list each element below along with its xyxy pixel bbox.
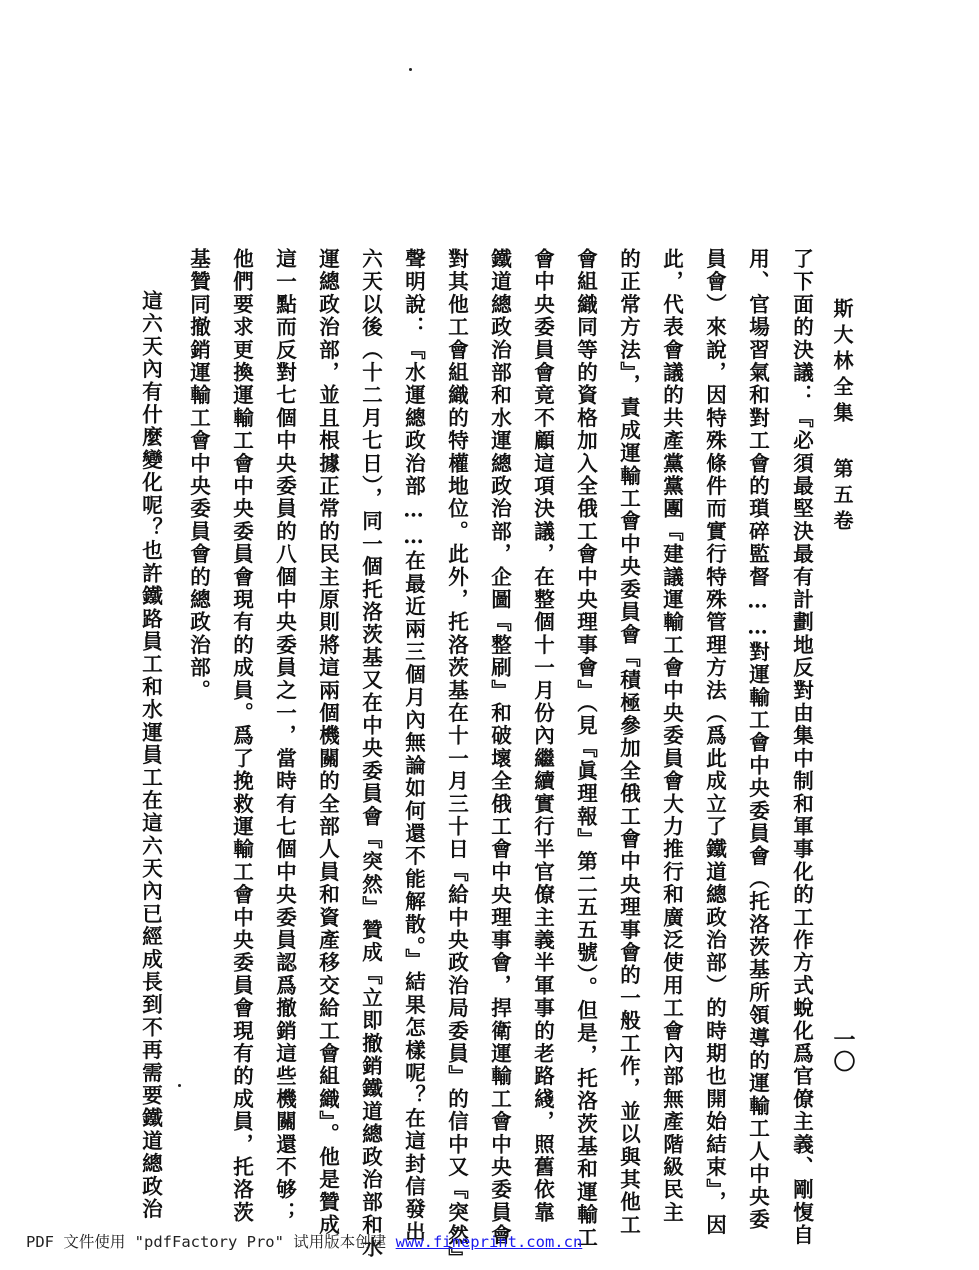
text-line-6: 會組織同等的資格加入全俄工會中央理事會』（見『眞理報』第二五五號）。但是，托洛茨基和運輸工 [573, 248, 598, 1249]
text-line-12: 運總政治部，並且根據正常的民主原則將這兩個機關的全部人員和資產移交給工會組織』。他是贊成 [315, 248, 340, 1237]
text-line-4: 此，代表會議的共產黨黨團『建議運輸工會中央委員會大力推行和廣泛使用工會內部無產階級民主 [659, 248, 684, 1225]
fineprint-link[interactable]: www.fineprint.com.cn [395, 1233, 583, 1251]
text-line-1: 了下面的決議：『必須最堅決最有計劃地反對由集中制和軍事化的工作方式蛻化爲官僚主義、剛愎自 [789, 248, 814, 1247]
scan-speck [178, 1084, 181, 1087]
scan-speck [409, 68, 412, 71]
text-line-13: 這一點而反對七個中央委員的八個中央委員之一，當時有七個中央委員認爲撤銷這些機關還不够； [272, 248, 297, 1225]
text-line-2: 用、官場習氣和對工會的瑣碎監督……對運輸工會中央委員會（托洛茨基所領導的運輸工人中央委 [745, 248, 770, 1232]
text-line-10: 聲明說：『水運總政治部……在最近兩三個月內無論如何還不能解散。』結果怎樣呢？在這封信發出 [401, 248, 426, 1244]
text-line-7: 會中央委員會竟不顧這項決議，在整個十一月份內繼續實行半官僚主義半軍事的老路綫，照舊依靠 [530, 248, 555, 1225]
page-number: 一〇 [830, 1028, 856, 1072]
text-line-8: 鐵道總政治部和水運總政治部，企圖『整刷』和破壞全俄工會中央理事會，捍衛運輸工會中央委員會 [487, 248, 512, 1247]
text-line-5: 的正常方法』，責成運輸工會中央委員會『積極參加全俄工會中央理事會的一般工作，並以與其他工 [616, 248, 641, 1237]
text-line-15: 基贊同撤銷運輸工會中央委員會的總政治部。 [186, 248, 211, 702]
text-line-3: 員會）來說，因特殊條件而實行特殊管理方法（爲此成立了鐵道總政治部）的時期也開始結束』，因 [702, 248, 727, 1237]
text-line-9: 對其他工會組織的特權地位。此外，托洛茨基在十一月三十日『給中央政治局委員』的信中又『突然』 [444, 248, 469, 1270]
pdf-footer [26, 1230, 582, 1252]
running-header-title: 斯大林全集 第五卷 [830, 298, 854, 536]
text-line-11: 六天以後（十二月七日），同一個托洛茨基又在中央委員會『突然』贊成『立即撤銷鐵道總政治部和水 [358, 248, 383, 1260]
text-line-14: 他們要求更換運輸工會中央委員會現有的成員。爲了挽救運輸工會中央委員會現有的成員，托洛茨 [229, 248, 254, 1225]
text-line-16: 這六天內有什麼變化呢？也許鐵路員工和水運員工在這六天內已經成長到不再需要鐵道總政治 [138, 290, 163, 1221]
pdf-footer-notice: PDF 文件使用 "pdfFactory Pro" 试用版本创建 [26, 1233, 396, 1251]
